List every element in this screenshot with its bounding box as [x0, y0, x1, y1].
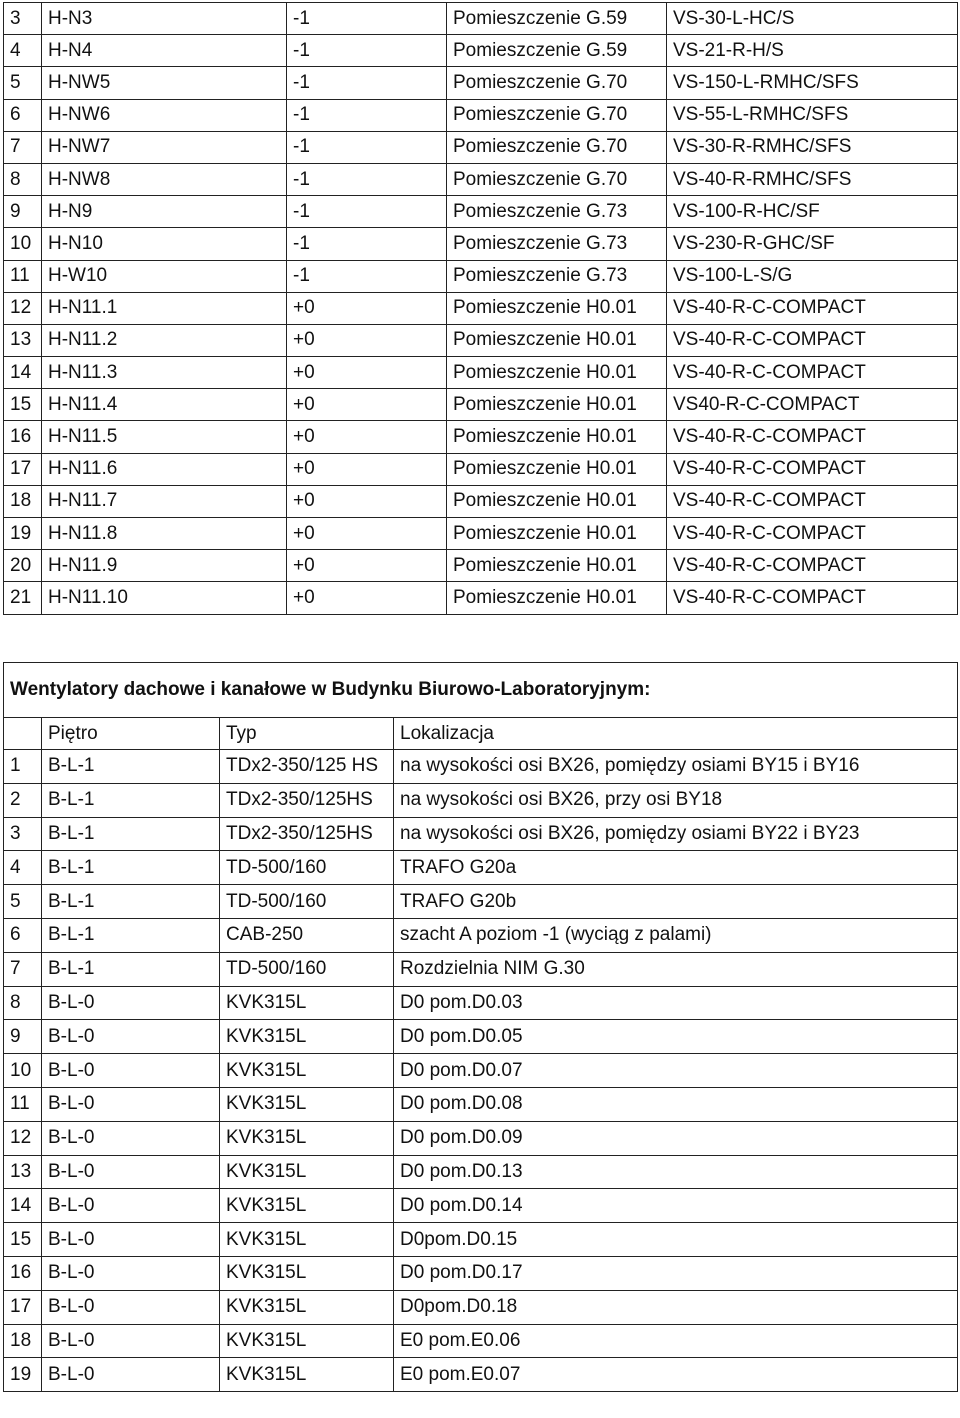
- fan-type: TD-500/160: [220, 851, 394, 885]
- table-row: [4, 1189, 958, 1223]
- floor-level: -1: [287, 99, 447, 131]
- room-location: Pomieszczenie H0.01: [447, 324, 667, 356]
- floor-level: -1: [287, 196, 447, 228]
- floor: B-L-0: [42, 1256, 220, 1290]
- floor: B-L-1: [42, 750, 220, 784]
- row-number: 17: [4, 1290, 42, 1324]
- fan-symbol: H-N11.1: [42, 292, 287, 324]
- row-number: 5: [4, 67, 42, 99]
- fan-symbol: H-N11.3: [42, 357, 287, 389]
- row-number: 10: [4, 228, 42, 260]
- table-row: [4, 1087, 958, 1121]
- row-number: 4: [4, 35, 42, 67]
- table-row: [4, 324, 958, 356]
- table-row: [4, 485, 958, 517]
- location: D0pom.D0.18: [394, 1290, 958, 1324]
- room-location: Pomieszczenie H0.01: [447, 357, 667, 389]
- floor-level: -1: [287, 131, 447, 163]
- row-number: 1: [4, 750, 42, 784]
- table-row: [4, 750, 958, 784]
- location: D0 pom.D0.09: [394, 1121, 958, 1155]
- table-row: [4, 817, 958, 851]
- section-title: Wentylatory dachowe i kanałowe w Budynku Biurowo-Laboratoryjnym:: [4, 663, 958, 718]
- row-number: 3: [4, 3, 42, 35]
- fan-type: KVK315L: [220, 1020, 394, 1054]
- floor-level: +0: [287, 518, 447, 550]
- floor-level: +0: [287, 421, 447, 453]
- fan-symbol: H-NW6: [42, 99, 287, 131]
- room-location: Pomieszczenie G.59: [447, 3, 667, 35]
- roof-duct-fan-table: [3, 662, 958, 1392]
- row-number: 6: [4, 918, 42, 952]
- fan-type: CAB-250: [220, 918, 394, 952]
- floor-level: +0: [287, 550, 447, 582]
- table-row: [4, 35, 958, 67]
- fan-type: TDx2-350/125HS: [220, 783, 394, 817]
- location: E0 pom.E0.07: [394, 1358, 958, 1392]
- location: D0pom.D0.15: [394, 1223, 958, 1257]
- row-number: 13: [4, 1155, 42, 1189]
- fan-model: VS-40-R-C-COMPACT: [667, 485, 958, 517]
- location: D0 pom.D0.13: [394, 1155, 958, 1189]
- fan-model: VS-40-R-C-COMPACT: [667, 292, 958, 324]
- row-number: 14: [4, 357, 42, 389]
- floor-level: +0: [287, 389, 447, 421]
- row-number: 8: [4, 163, 42, 195]
- fan-symbol: H-W10: [42, 260, 287, 292]
- table-row: [4, 67, 958, 99]
- table-row: [4, 582, 958, 614]
- row-number: 16: [4, 1256, 42, 1290]
- fan-symbol: H-N11.7: [42, 485, 287, 517]
- fan-model: VS-30-L-HC/S: [667, 3, 958, 35]
- floor: B-L-1: [42, 918, 220, 952]
- fan-type: KVK315L: [220, 986, 394, 1020]
- location: szacht A poziom -1 (wyciąg z palami): [394, 918, 958, 952]
- fan-symbol: H-NW8: [42, 163, 287, 195]
- row-number: 11: [4, 1087, 42, 1121]
- floor: B-L-0: [42, 1324, 220, 1358]
- table-row: [4, 885, 958, 919]
- fan-model: VS-40-R-C-COMPACT: [667, 582, 958, 614]
- row-number: 7: [4, 131, 42, 163]
- fan-symbol: H-N11.8: [42, 518, 287, 550]
- table-row: [4, 1256, 958, 1290]
- table-row: [4, 518, 958, 550]
- location: Rozdzielnia NIM G.30: [394, 952, 958, 986]
- fan-symbol: H-N11.10: [42, 582, 287, 614]
- row-number: 16: [4, 421, 42, 453]
- floor-level: +0: [287, 357, 447, 389]
- fan-type: KVK315L: [220, 1054, 394, 1088]
- location: D0 pom.D0.14: [394, 1189, 958, 1223]
- table-row: [4, 228, 958, 260]
- row-number: 19: [4, 518, 42, 550]
- fan-model: VS-21-R-H/S: [667, 35, 958, 67]
- floor: B-L-1: [42, 817, 220, 851]
- row-number: 5: [4, 885, 42, 919]
- fan-symbol: H-NW5: [42, 67, 287, 99]
- column-header-location: Lokalizacja: [394, 718, 958, 750]
- table-row: [4, 1223, 958, 1257]
- fan-model: VS-40-R-C-COMPACT: [667, 324, 958, 356]
- location: D0 pom.D0.08: [394, 1087, 958, 1121]
- table-row: [4, 131, 958, 163]
- location: na wysokości osi BX26, przy osi BY18: [394, 783, 958, 817]
- room-location: Pomieszczenie H0.01: [447, 518, 667, 550]
- row-number: 14: [4, 1189, 42, 1223]
- floor-level: +0: [287, 582, 447, 614]
- room-location: Pomieszczenie H0.01: [447, 550, 667, 582]
- row-number: 18: [4, 1324, 42, 1358]
- row-number: 13: [4, 324, 42, 356]
- floor-level: -1: [287, 3, 447, 35]
- table-row: [4, 99, 958, 131]
- floor: B-L-0: [42, 1020, 220, 1054]
- floor-level: -1: [287, 260, 447, 292]
- floor-level: -1: [287, 163, 447, 195]
- column-header-type: Typ: [220, 718, 394, 750]
- location: E0 pom.E0.06: [394, 1324, 958, 1358]
- floor-level: -1: [287, 228, 447, 260]
- row-number: 20: [4, 550, 42, 582]
- fan-type: TDx2-350/125HS: [220, 817, 394, 851]
- room-location: Pomieszczenie G.73: [447, 196, 667, 228]
- room-location: Pomieszczenie G.59: [447, 35, 667, 67]
- fan-type: KVK315L: [220, 1358, 394, 1392]
- fan-symbol: H-N10: [42, 228, 287, 260]
- table-row: [4, 1054, 958, 1088]
- location: D0 pom.D0.05: [394, 1020, 958, 1054]
- floor: B-L-0: [42, 1358, 220, 1392]
- fan-type: KVK315L: [220, 1223, 394, 1257]
- row-number: 7: [4, 952, 42, 986]
- fan-model: VS-40-R-RMHC/SFS: [667, 163, 958, 195]
- table-row: [4, 292, 958, 324]
- fan-model: VS-55-L-RMHC/SFS: [667, 99, 958, 131]
- fan-symbol: H-N11.6: [42, 453, 287, 485]
- table-row: [4, 453, 958, 485]
- room-location: Pomieszczenie G.70: [447, 131, 667, 163]
- table-row: [4, 1020, 958, 1054]
- fan-type: KVK315L: [220, 1121, 394, 1155]
- fan-type: KVK315L: [220, 1155, 394, 1189]
- table-row: [4, 421, 958, 453]
- fan-type: TD-500/160: [220, 885, 394, 919]
- fan-symbol: H-N11.5: [42, 421, 287, 453]
- table-row: [4, 1121, 958, 1155]
- table-row: [4, 260, 958, 292]
- fan-model: VS-30-R-RMHC/SFS: [667, 131, 958, 163]
- floor: B-L-1: [42, 783, 220, 817]
- row-number: 18: [4, 485, 42, 517]
- fan-model: VS-40-R-C-COMPACT: [667, 550, 958, 582]
- room-location: Pomieszczenie G.73: [447, 260, 667, 292]
- fan-model: VS40-R-C-COMPACT: [667, 389, 958, 421]
- floor: B-L-0: [42, 1054, 220, 1088]
- fan-type: KVK315L: [220, 1324, 394, 1358]
- floor-level: +0: [287, 453, 447, 485]
- fan-model: VS-100-R-HC/SF: [667, 196, 958, 228]
- fan-type: TDx2-350/125 HS: [220, 750, 394, 784]
- table-row: [4, 389, 958, 421]
- fan-model: VS-150-L-RMHC/SFS: [667, 67, 958, 99]
- table-row: [4, 196, 958, 228]
- table-row: [4, 357, 958, 389]
- room-location: Pomieszczenie H0.01: [447, 582, 667, 614]
- fan-type: KVK315L: [220, 1256, 394, 1290]
- floor: B-L-0: [42, 1087, 220, 1121]
- room-location: Pomieszczenie H0.01: [447, 485, 667, 517]
- floor: B-L-1: [42, 952, 220, 986]
- row-number: 15: [4, 389, 42, 421]
- row-number: 9: [4, 1020, 42, 1054]
- table-row: [4, 1324, 958, 1358]
- column-header-row: [4, 718, 958, 750]
- floor: B-L-0: [42, 1290, 220, 1324]
- fan-model: VS-40-R-C-COMPACT: [667, 421, 958, 453]
- fan-symbol: H-N11.2: [42, 324, 287, 356]
- floor: B-L-0: [42, 1121, 220, 1155]
- room-location: Pomieszczenie H0.01: [447, 421, 667, 453]
- row-number: 10: [4, 1054, 42, 1088]
- fan-symbol: H-N9: [42, 196, 287, 228]
- table-row: [4, 3, 958, 35]
- location: D0 pom.D0.03: [394, 986, 958, 1020]
- row-number: 12: [4, 1121, 42, 1155]
- table-row: [4, 783, 958, 817]
- floor: B-L-0: [42, 1189, 220, 1223]
- floor-level: +0: [287, 292, 447, 324]
- table-row: [4, 1155, 958, 1189]
- floor: B-L-0: [42, 1223, 220, 1257]
- floor-level: +0: [287, 324, 447, 356]
- floor: B-L-0: [42, 1155, 220, 1189]
- room-location: Pomieszczenie H0.01: [447, 389, 667, 421]
- location: D0 pom.D0.07: [394, 1054, 958, 1088]
- column-header-number: [4, 718, 42, 750]
- fan-type: KVK315L: [220, 1189, 394, 1223]
- floor: B-L-0: [42, 986, 220, 1020]
- table-row: [4, 918, 958, 952]
- fan-model: VS-40-R-C-COMPACT: [667, 453, 958, 485]
- fan-model: VS-100-L-S/G: [667, 260, 958, 292]
- column-header-floor: Piętro: [42, 718, 220, 750]
- fan-type: TD-500/160: [220, 952, 394, 986]
- room-location: Pomieszczenie G.70: [447, 67, 667, 99]
- table-row: [4, 986, 958, 1020]
- floor-level: +0: [287, 485, 447, 517]
- fan-symbol: H-N11.4: [42, 389, 287, 421]
- table-row: [4, 952, 958, 986]
- table-row: [4, 1358, 958, 1392]
- location: TRAFO G20a: [394, 851, 958, 885]
- table-row: [4, 163, 958, 195]
- row-number: 12: [4, 292, 42, 324]
- row-number: 4: [4, 851, 42, 885]
- location: TRAFO G20b: [394, 885, 958, 919]
- row-number: 6: [4, 99, 42, 131]
- row-number: 11: [4, 260, 42, 292]
- row-number: 2: [4, 783, 42, 817]
- fan-type: KVK315L: [220, 1087, 394, 1121]
- floor: B-L-1: [42, 851, 220, 885]
- fan-model: VS-40-R-C-COMPACT: [667, 518, 958, 550]
- fan-model: VS-40-R-C-COMPACT: [667, 357, 958, 389]
- room-location: Pomieszczenie G.70: [447, 163, 667, 195]
- location: na wysokości osi BX26, pomiędzy osiami BY22 i BY23: [394, 817, 958, 851]
- fan-symbol: H-N4: [42, 35, 287, 67]
- room-location: Pomieszczenie G.73: [447, 228, 667, 260]
- floor: B-L-1: [42, 885, 220, 919]
- row-number: 19: [4, 1358, 42, 1392]
- fan-model: VS-230-R-GHC/SF: [667, 228, 958, 260]
- fan-symbol: H-NW7: [42, 131, 287, 163]
- floor-level: -1: [287, 67, 447, 99]
- table-row: [4, 851, 958, 885]
- row-number: 9: [4, 196, 42, 228]
- row-number: 3: [4, 817, 42, 851]
- floor-level: -1: [287, 35, 447, 67]
- location: D0 pom.D0.17: [394, 1256, 958, 1290]
- row-number: 17: [4, 453, 42, 485]
- room-location: Pomieszczenie H0.01: [447, 292, 667, 324]
- location: na wysokości osi BX26, pomiędzy osiami BY15 i BY16: [394, 750, 958, 784]
- room-location: Pomieszczenie H0.01: [447, 453, 667, 485]
- table-row: [4, 1290, 958, 1324]
- fan-type: KVK315L: [220, 1290, 394, 1324]
- row-number: 8: [4, 986, 42, 1020]
- room-location: Pomieszczenie G.70: [447, 99, 667, 131]
- table-row: [4, 550, 958, 582]
- row-number: 15: [4, 1223, 42, 1257]
- fan-symbol: H-N11.9: [42, 550, 287, 582]
- row-number: 21: [4, 582, 42, 614]
- fan-table-continued: [3, 2, 958, 615]
- fan-symbol: H-N3: [42, 3, 287, 35]
